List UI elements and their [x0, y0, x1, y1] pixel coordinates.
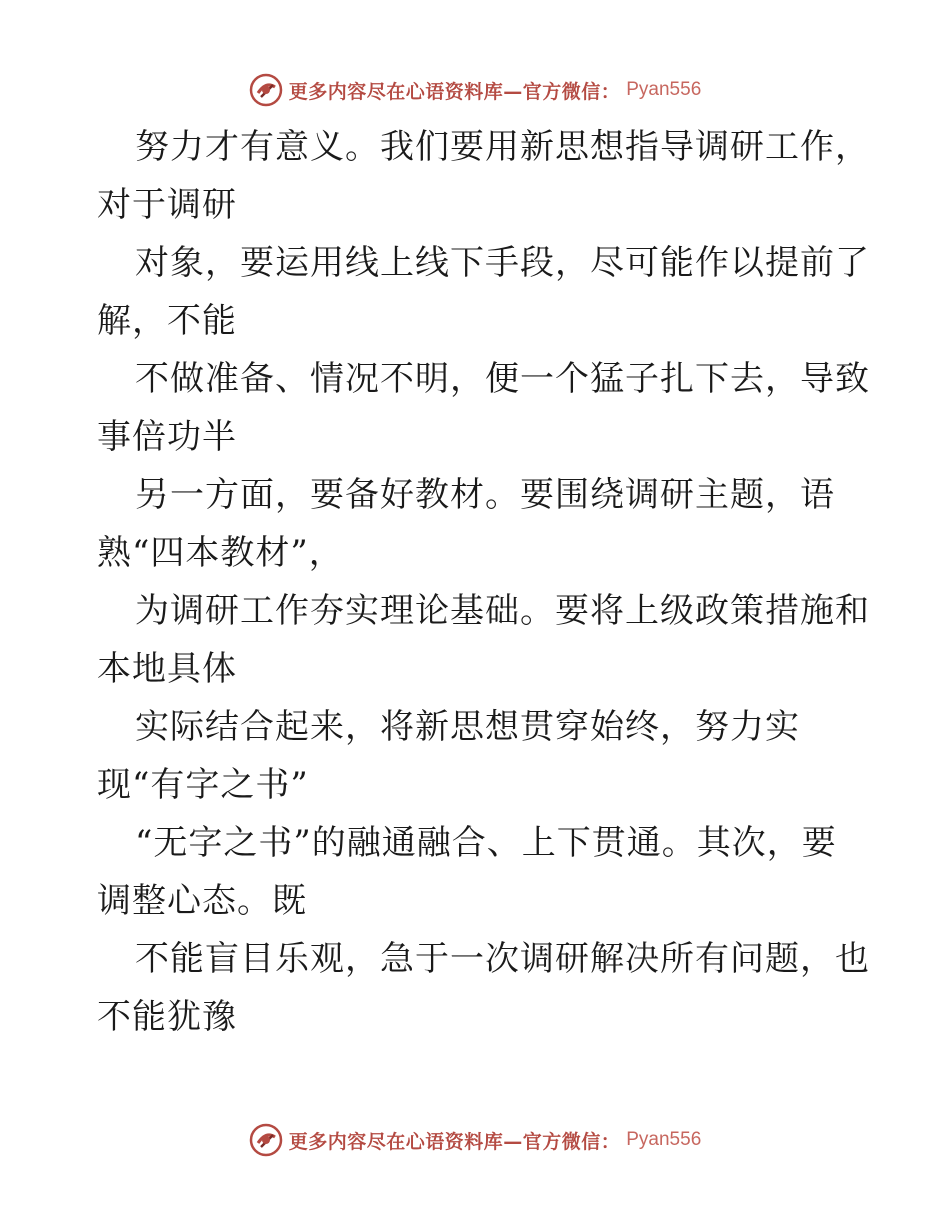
- library-logo-icon: [249, 73, 283, 107]
- text-line: 现“有字之书”: [97, 765, 309, 805]
- text-line: 对于调研: [97, 185, 237, 225]
- banner-wechat-id: Pyan556: [626, 1129, 702, 1150]
- text-line: 对象，要运用线上线下手段，尽可能作以提前了: [135, 243, 870, 283]
- document-body: [97, 118, 870, 1046]
- text-line: “无字之书”的融通融合、上下贯通。其次，要: [135, 823, 837, 863]
- text-line: 不能盲目乐观，急于一次调研解决所有问题，也: [135, 939, 870, 979]
- text-line: 本地具体: [97, 649, 237, 689]
- library-logo-icon: [249, 1123, 283, 1157]
- text-line: 不能犹豫: [97, 997, 237, 1037]
- banner-wechat-id: Pyan556: [626, 79, 702, 100]
- text-line: 解，不能: [97, 301, 237, 341]
- text-line: 事倍功半: [97, 417, 237, 457]
- footer-watermark-banner: [0, 1120, 950, 1160]
- text-line: 为调研工作夯实理论基础。要将上级政策措施和: [135, 591, 870, 631]
- header-watermark-banner: [0, 70, 950, 110]
- text-line: 调整心态。既: [97, 881, 307, 921]
- text-line: 努力才有意义。我们要用新思想指导调研工作，: [135, 127, 870, 167]
- text-line: 不做准备、情况不明，便一个猛子扎下去，导致: [135, 359, 870, 399]
- text-line: 实际结合起来，将新思想贯穿始终，努力实: [135, 707, 800, 747]
- text-line: 熟“四本教材”，: [97, 533, 344, 573]
- banner-text: 更多内容尽在心语资料库—官方微信：: [288, 80, 621, 103]
- banner-text: 更多内容尽在心语资料库—官方微信：: [288, 1130, 621, 1153]
- text-line: 另一方面，要备好教材。要围绕调研主题，语: [135, 475, 835, 515]
